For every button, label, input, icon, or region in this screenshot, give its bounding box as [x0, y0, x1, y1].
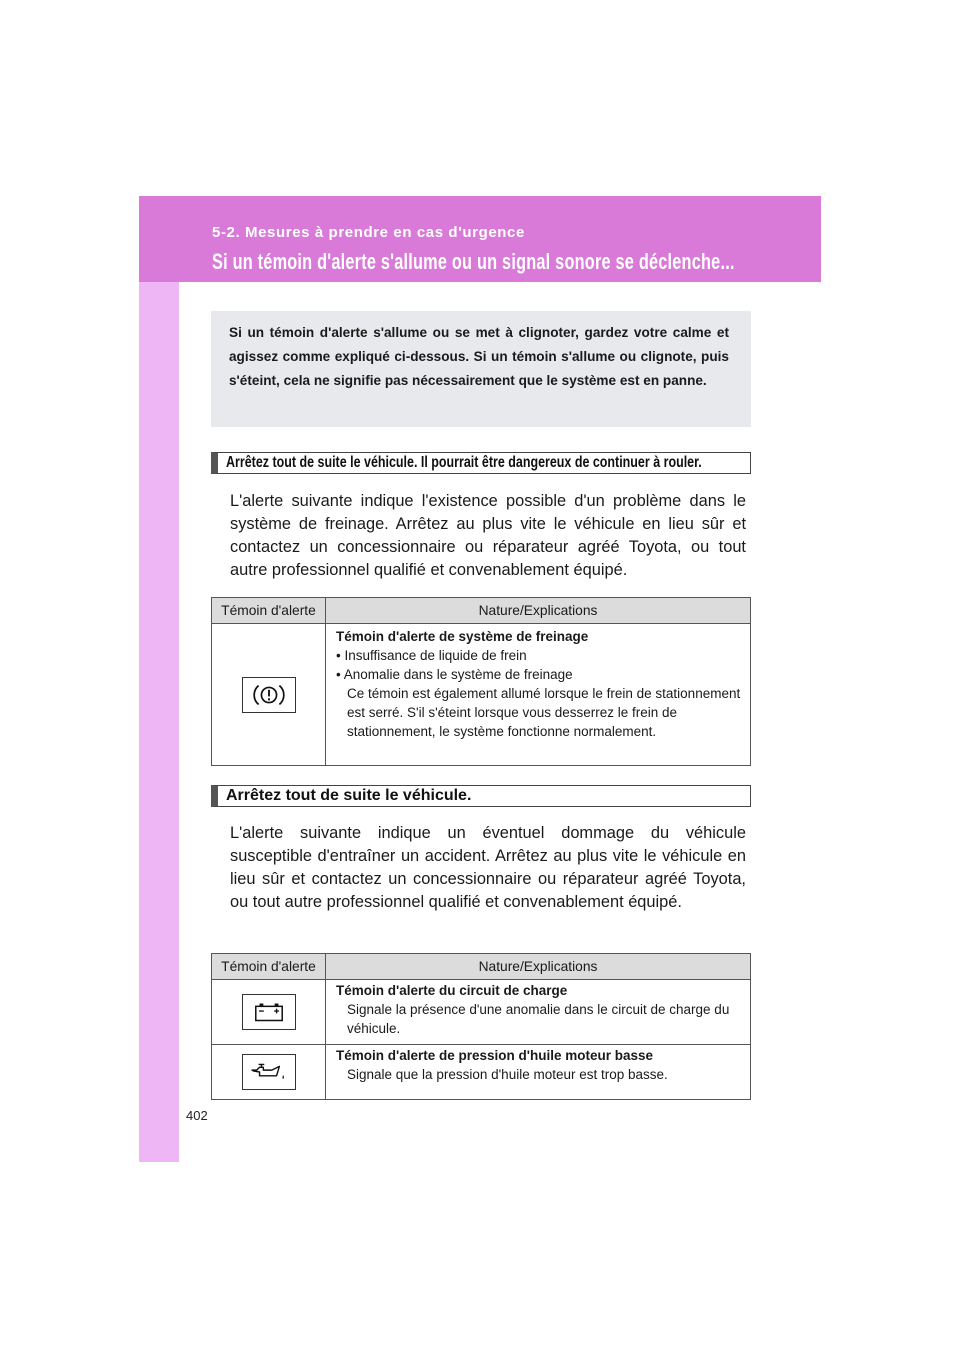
caution-text-2: Arrêtez tout de suite le véhicule.	[226, 787, 472, 804]
page-number: 402	[186, 1108, 208, 1123]
caution-bar-1	[211, 452, 751, 474]
row-title: Témoin d'alerte de pression d'huile moteur basse	[336, 1048, 653, 1063]
row-text: Signale la présence d'une anomalie dans le circuit de charge du véhicule.	[347, 1002, 730, 1036]
page-title: Si un témoin d'alerte s'allume ou un signal sonore se déclenche...	[212, 249, 735, 274]
table-row	[212, 624, 751, 766]
caution-bar-2	[211, 785, 751, 807]
warning-table-1	[211, 597, 751, 766]
table-header-row	[212, 954, 751, 980]
battery-charge-icon	[242, 994, 296, 1030]
table-header-row	[212, 598, 751, 624]
indicator-cell	[212, 624, 326, 766]
table-row	[212, 1045, 751, 1100]
row-note: Ce témoin est également allumé lorsque le frein de stationnement est serré. S'il s'éteint lorsque vous desserrez le frein de stationnement, le système fonctionne normalement.	[347, 686, 741, 739]
row-text: Signale que la pression d'huile moteur est trop basse.	[347, 1067, 668, 1082]
column-header-indicator: Témoin d'alerte	[212, 954, 326, 980]
indicator-cell	[212, 980, 326, 1045]
brake-warning-icon	[242, 677, 296, 713]
column-header-indicator: Témoin d'alerte	[212, 598, 326, 624]
explanation-cell	[326, 624, 751, 766]
explanation-cell	[326, 980, 751, 1045]
explanation-cell	[326, 1045, 751, 1100]
column-header-explanation: Nature/Explications	[326, 954, 751, 980]
table-row	[212, 980, 751, 1045]
caution-text-1: Arrêtez tout de suite le véhicule. Il pourrait être dangereux de continuer à rouler.	[226, 454, 702, 471]
section-label: 5-2. Mesures à prendre en cas d'urgence	[212, 224, 525, 241]
indicator-cell	[212, 1045, 326, 1100]
row-title: Témoin d'alerte de système de freinage	[336, 629, 589, 644]
column-header-explanation: Nature/Explications	[326, 598, 751, 624]
side-strip	[139, 196, 179, 1162]
oil-pressure-icon	[242, 1054, 296, 1090]
body-paragraph-2: L'alerte suivante indique un éventuel dommage du véhicule susceptible d'entraîner un accident. Arrêtez au plus vite le véhicule en lieu sûr et contactez un concessionnaire ou réparateur agréé Toyota, ou tout autre professionnel qualifié et convenablement équipé.	[230, 824, 746, 911]
intro-text: Si un témoin d'alerte s'allume ou se met à clignoter, gardez votre calme et agissez comme expliqué ci-dessous. Si un témoin s'allume ou clignote, puis s'éteint, cela ne signifie pas nécessairement que le système est en panne.	[229, 325, 729, 388]
row-bullet: • Anomalie dans le système de freinage	[336, 667, 573, 682]
intro-box	[211, 311, 751, 427]
row-bullet: • Insuffisance de liquide de frein	[336, 648, 527, 663]
warning-table-2	[211, 953, 751, 1100]
row-title: Témoin d'alerte du circuit de charge	[336, 983, 568, 998]
body-paragraph-1: L'alerte suivante indique l'existence possible d'un problème dans le système de freinage. Arrêtez au plus vite le véhicule en lieu sûr et contactez un concessionnaire ou réparateur agréé Toyota, ou tout autre professionnel qualifié et convenablement équipé.	[230, 492, 746, 579]
